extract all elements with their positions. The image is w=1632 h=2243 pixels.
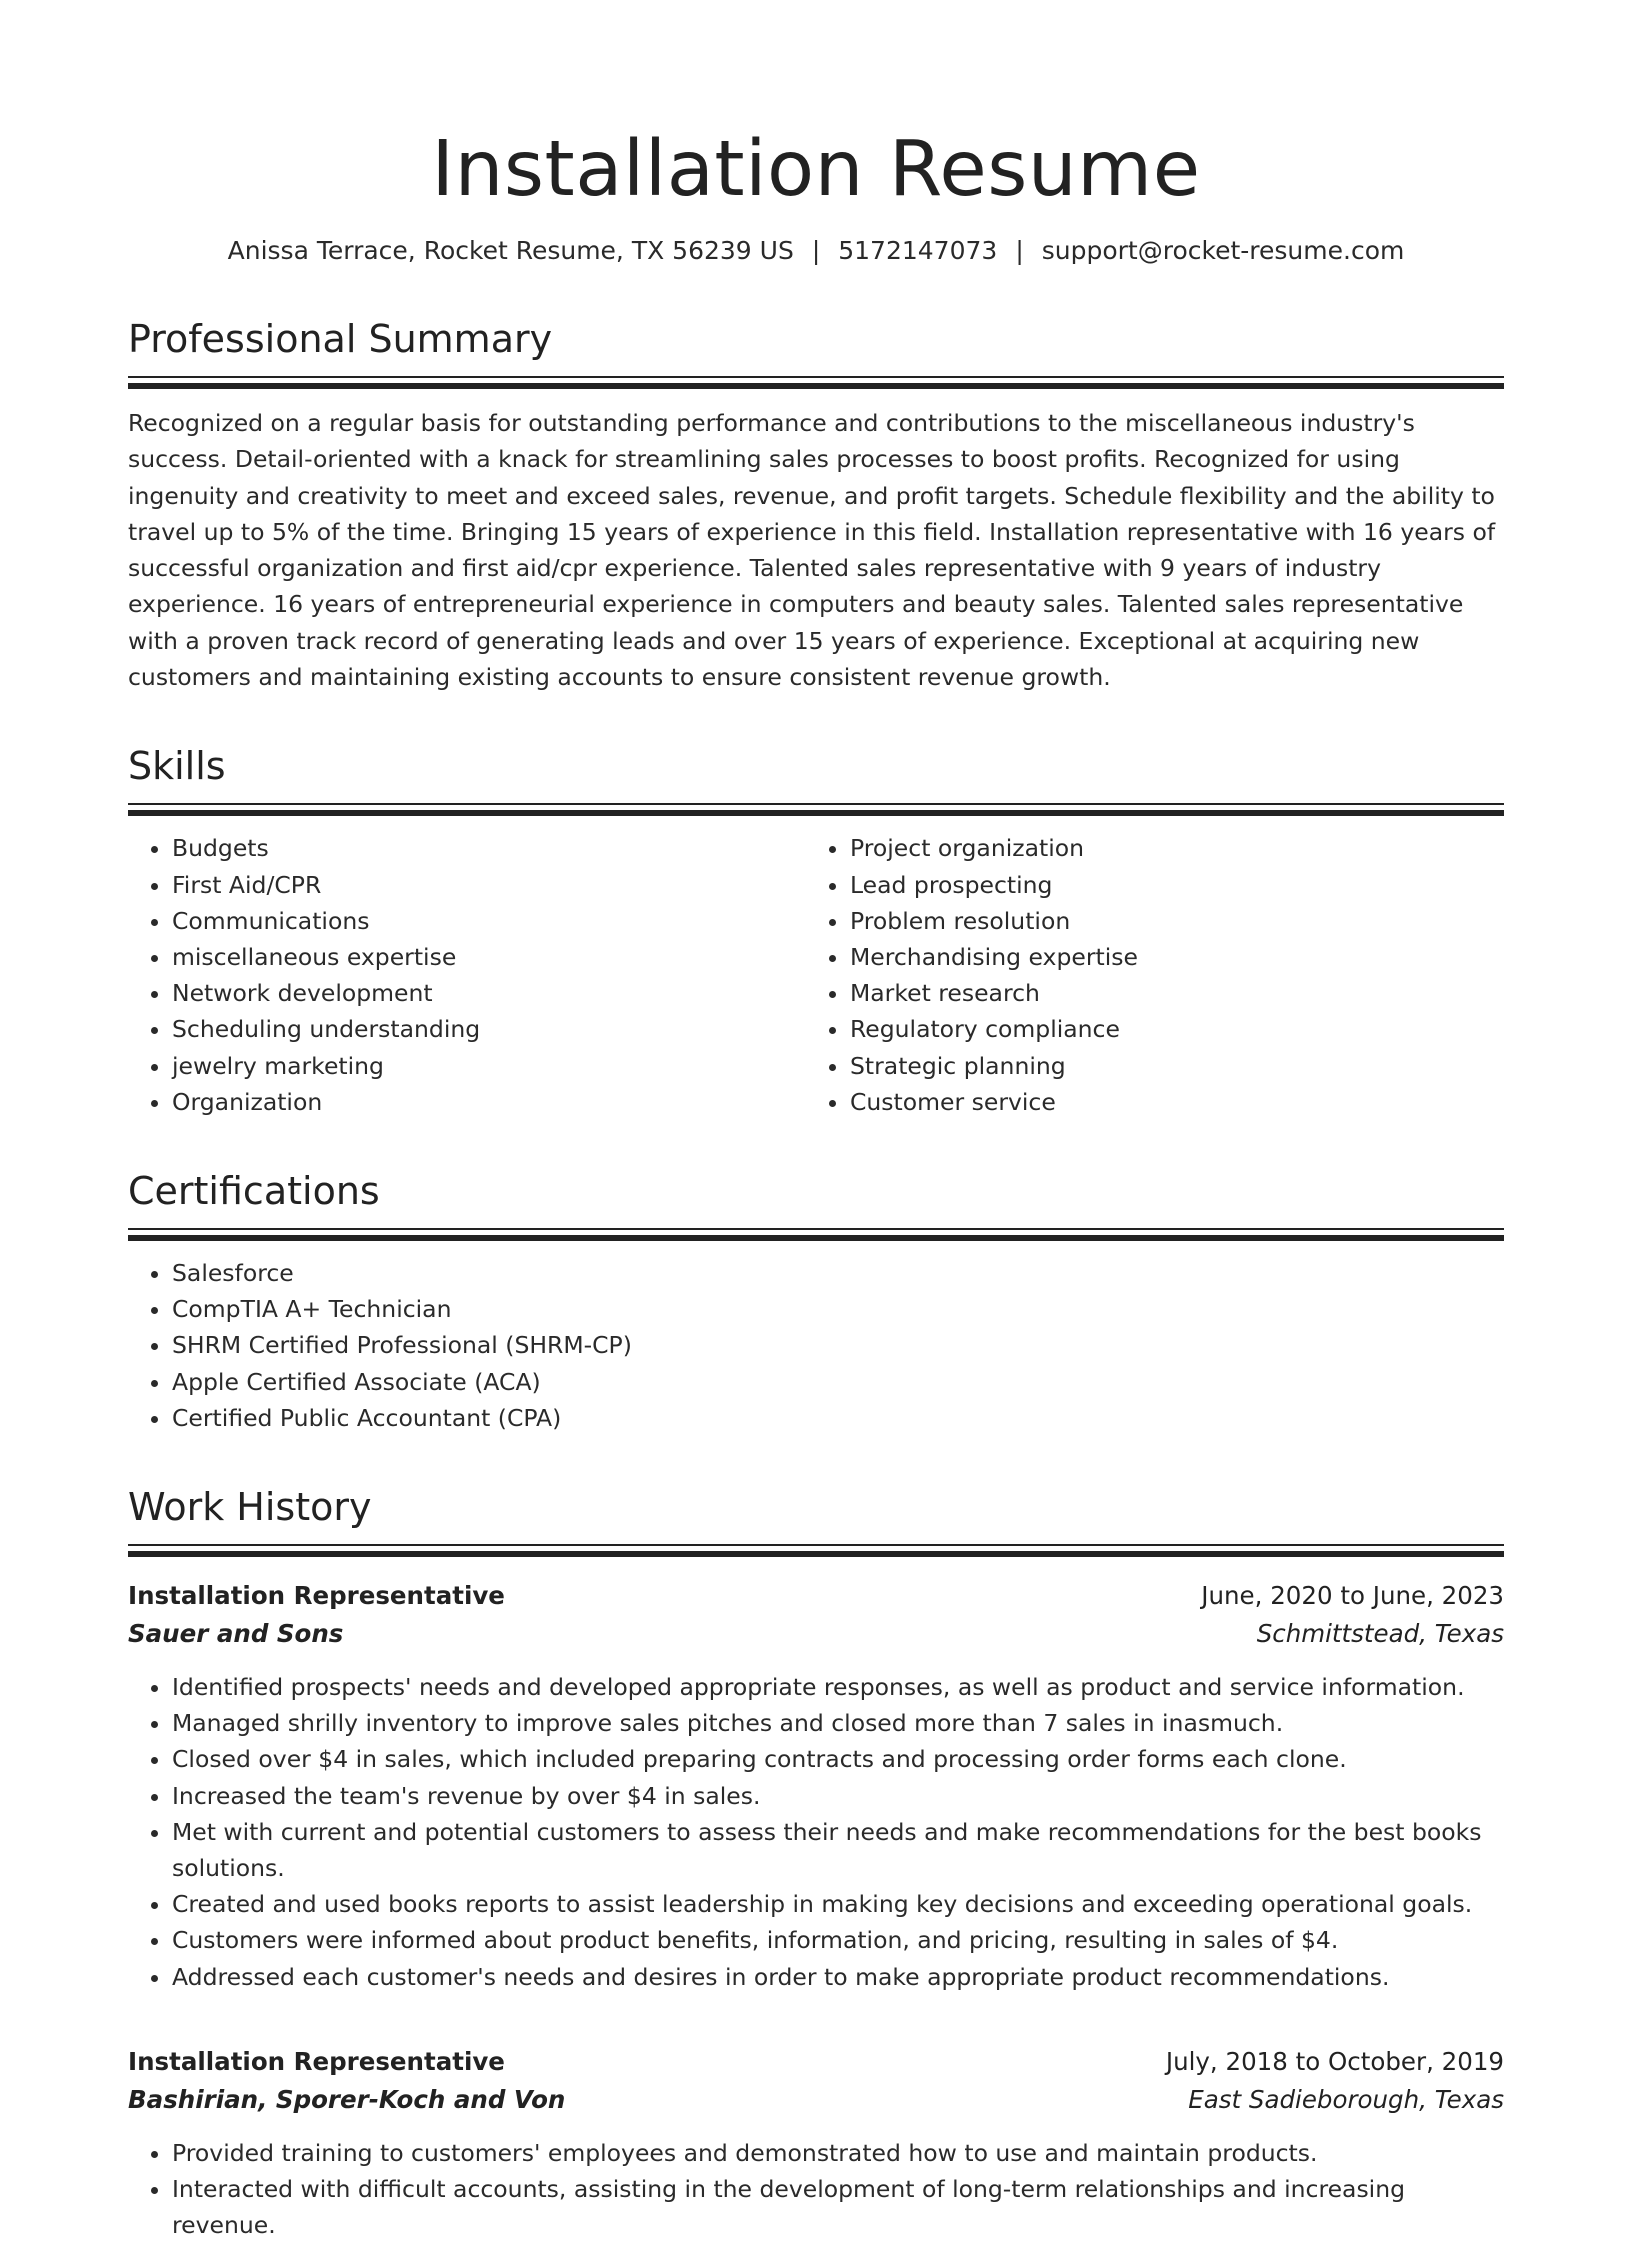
section-title-skills: Skills [128,744,226,789]
job-bullet: • Interacted with difficult accounts, assisting in the development of long-term relationships and increasing revenue. [172,2171,1504,2243]
job-company-row [128,1615,1504,1653]
job-title: Installation Representative [128,1581,505,1611]
job-entry [128,1577,1504,1995]
section-title-certifications: Certifications [128,1169,380,1213]
contact-phone: 5172147073 [838,236,998,265]
certifications-section [128,1168,1504,1436]
job-entry [128,2043,1504,2243]
job-bullet: • Met with current and potential customers to assess their needs and make recommendations for the best books solutions. [172,1814,1504,1886]
skill-item: • Market research [850,975,1484,1011]
job-company: Bashirian, Sporer-Koch and Von [128,2084,566,2114]
skill-item: • miscellaneous expertise [172,939,806,975]
section-divider [128,376,1504,389]
job-location: Schmittstead, Texas [1256,1619,1504,1649]
skill-item: • Lead prospecting [850,867,1484,903]
skill-item: • jewelry marketing [172,1048,806,1084]
job-bullets [128,2135,1504,2243]
work-history-section [128,1484,1504,2243]
skill-item: • Strategic planning [850,1048,1484,1084]
summary-section [128,316,1504,695]
job-bullet: • Increased the team's revenue by over $4 in sales. [172,1778,1504,1814]
job-title: Installation Representative [128,2046,505,2076]
skill-item: • Customer service [850,1084,1484,1120]
skill-item: • First Aid/CPR [172,867,806,903]
contact-line [128,234,1504,268]
section-divider [128,1228,1504,1241]
job-bullet: • Managed shrilly inventory to improve sales pitches and closed more than 7 sales in inasmuch. [172,1705,1504,1741]
certification-item: • CompTIA A+ Technician [172,1291,1504,1327]
certification-item: • Apple Certified Associate (ACA) [172,1364,1504,1400]
skills-grid [128,830,1504,1120]
contact-email: support@rocket-resume.com [1041,236,1405,265]
contact-separator: | [811,236,821,265]
section-divider [128,1544,1504,1557]
skills-list-right [806,830,1484,1120]
job-dates: July, 2018 to October, 2019 [1165,2046,1504,2076]
skill-item: • Problem resolution [850,903,1484,939]
job-dates: June, 2020 to June, 2023 [1201,1581,1504,1611]
skill-item: • Project organization [850,830,1484,866]
job-bullet: • Closed over $4 in sales, which included preparing contracts and processing order forms each clone. [172,1741,1504,1777]
section-title-summary: Professional Summary [128,317,553,361]
certification-item: • Salesforce [172,1255,1504,1291]
skill-item: • Scheduling understanding [172,1011,806,1047]
job-bullet: • Addressed each customer's needs and desires in order to make appropriate product recommendations. [172,1959,1504,1995]
job-bullet: • Customers were informed about product benefits, information, and pricing, resulting in sales of $4. [172,1922,1504,1958]
contact-separator: | [1015,236,1024,265]
job-bullets [128,1669,1504,1995]
certification-item: • Certified Public Accountant (CPA) [172,1400,1504,1436]
job-header-row [128,2043,1504,2081]
skill-item: • Organization [172,1084,806,1120]
job-bullet: • Provided training to customers' employees and demonstrated how to use and maintain products. [172,2135,1504,2171]
skills-section [128,743,1504,1120]
summary-text: Recognized on a regular basis for outstanding performance and contributions to the miscellaneous industry's success. Detail-oriented with a knack for streamlining sales processes to boost profits. Recognized for using ingenuity and creativity to meet and exceed sales, revenue, and profit targets. Schedule flexibility and the ability to travel up to 5% of the time. Bringing 15 years of experience in this field. Installation representative with 16 years of successful organization and first aid/cpr experience. Talented sales representative with 9 years of industry experience. 16 years of entrepreneurial experience in computers and beauty sales. Talented sales representative with a proven track record of generating leads and over 15 years of experience. Exceptional at acquiring new customers and maintaining existing accounts to ensure consistent revenue growth. [128,409,1496,692]
skills-list-left [128,830,806,1120]
skill-item: • Merchandising expertise [850,939,1484,975]
certification-item: • SHRM Certified Professional (SHRM-CP) [172,1327,1504,1363]
skill-item: • Network development [172,975,806,1011]
skill-item: • Regulatory compliance [850,1011,1484,1047]
section-divider [128,803,1504,816]
certifications-list [128,1255,1504,1436]
section-title-work-history: Work History [128,1485,372,1530]
job-bullet: • Created and used books reports to assist leadership in making key decisions and exceeding operational goals. [172,1886,1504,1922]
contact-address: Anissa Terrace, Rocket Resume, TX 56239 US [227,236,794,265]
skill-item: • Communications [172,903,806,939]
job-header-row [128,1577,1504,1615]
job-location: East Sadieborough, Texas [1188,2084,1504,2114]
resume-title: Installation Resume [431,125,1201,214]
job-bullet: • Identified prospects' needs and developed appropriate responses, as well as product and service information. [172,1669,1504,1705]
job-company: Sauer and Sons [128,1619,344,1649]
job-company-row [128,2081,1504,2119]
skill-item: • Budgets [172,830,806,866]
